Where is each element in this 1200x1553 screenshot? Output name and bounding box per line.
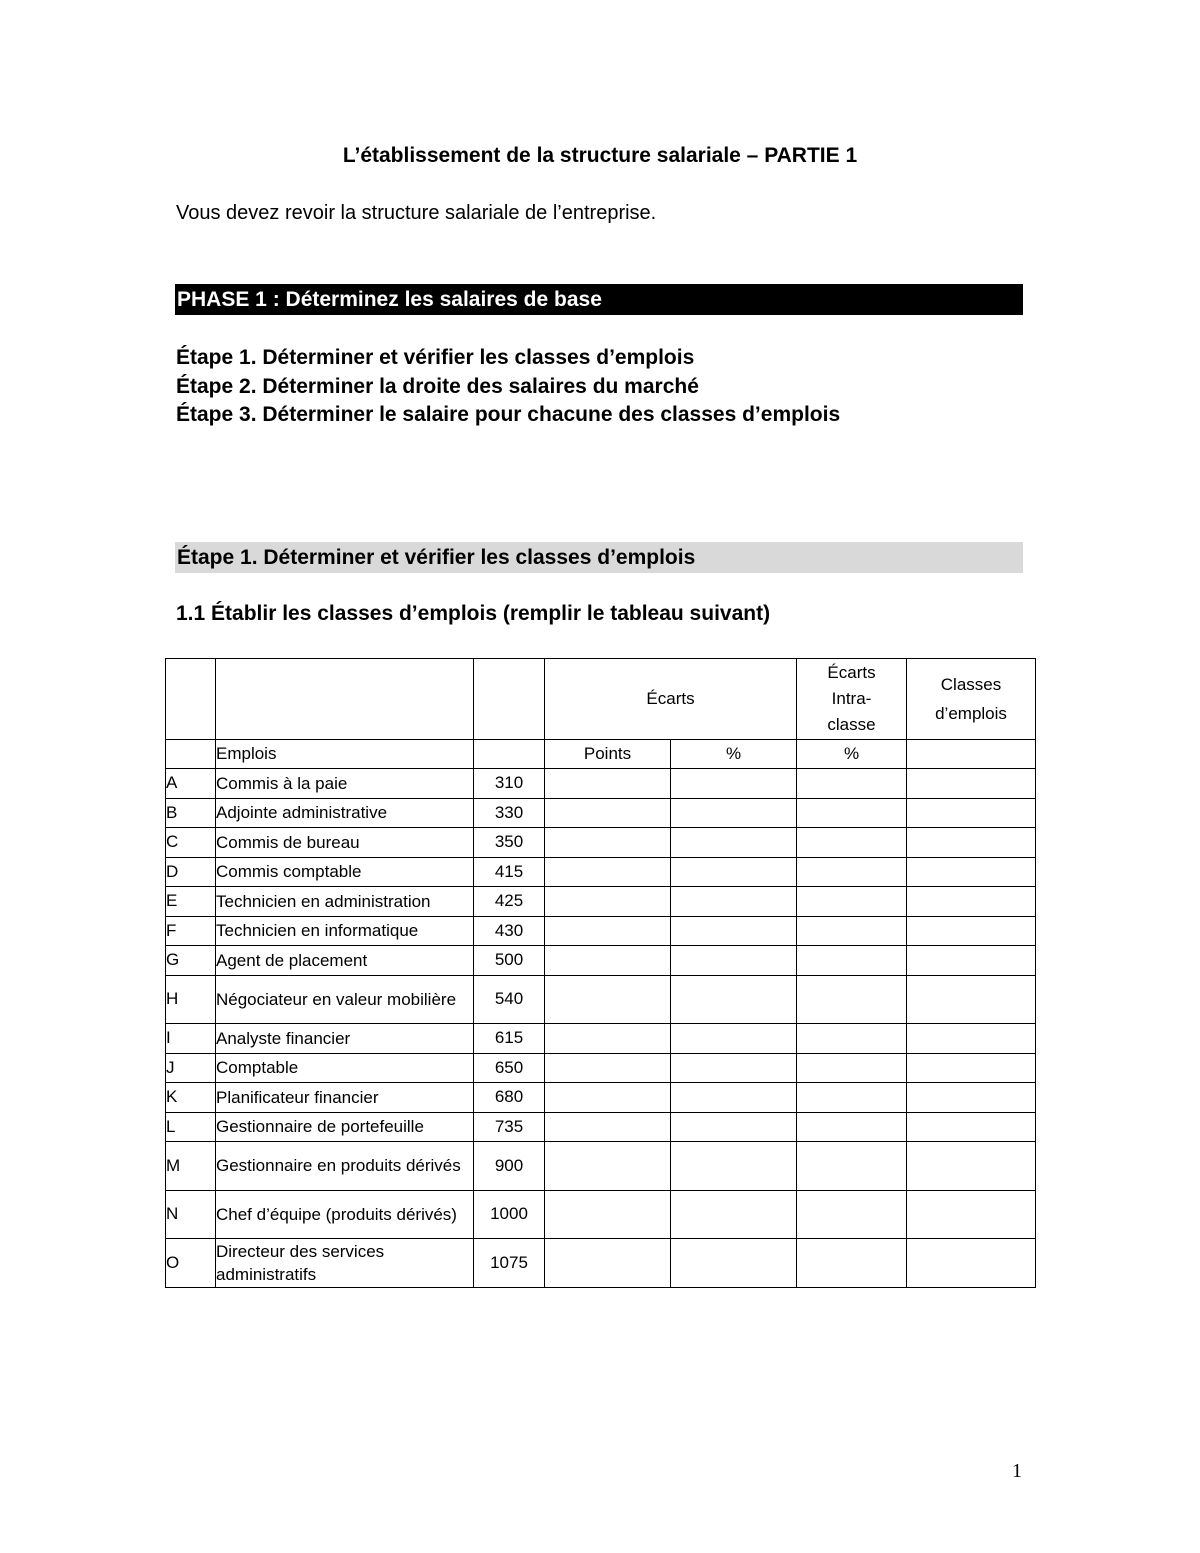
steps-list [176,344,840,430]
row-points: 540 [474,975,545,1024]
row-letter: D [166,857,216,887]
row-emploi: Technicien en informatique [216,916,474,946]
header-ecarts: Écarts [545,659,797,740]
header-percent-intra: % [797,740,907,769]
row-ecart-points [545,1024,671,1054]
row-points: 1075 [474,1239,545,1288]
header-percent: % [671,740,797,769]
row-points: 615 [474,1024,545,1054]
row-ecart-intra [797,798,907,828]
header-cell [216,659,474,740]
row-emploi: Directeur des services administratifs [216,1239,474,1288]
header-cell [474,659,545,740]
row-ecart-points [545,769,671,799]
header-line: d’emplois [935,704,1007,723]
row-classe [907,1239,1036,1288]
row-ecart-percent [671,857,797,887]
row-ecart-intra [797,857,907,887]
header-cell [166,740,216,769]
page-number: 1 [1012,1460,1022,1482]
table-row [166,1112,1036,1142]
table-row [166,1239,1036,1288]
row-points: 900 [474,1142,545,1191]
table-row [166,828,1036,858]
row-classe [907,887,1036,917]
row-classe [907,916,1036,946]
row-ecart-percent [671,916,797,946]
header-line: classe [827,715,876,734]
table-row [166,916,1036,946]
header-points: Points [545,740,671,769]
row-letter: A [166,769,216,799]
row-ecart-points [545,1053,671,1083]
row-ecart-points [545,857,671,887]
row-ecart-percent [671,828,797,858]
table-row [166,975,1036,1024]
step-item: Étape 3. Déterminer le salaire pour chacune des classes d’emplois [176,403,841,426]
table-header-row [166,659,1036,740]
row-points: 415 [474,857,545,887]
row-classe [907,1190,1036,1239]
row-ecart-points [545,946,671,976]
row-points: 330 [474,798,545,828]
row-ecart-percent [671,1239,797,1288]
row-points: 500 [474,946,545,976]
row-letter: G [166,946,216,976]
row-ecart-intra [797,1239,907,1288]
row-emploi: Chef d’équipe (produits dérivés) [216,1190,474,1239]
document-title: L’établissement de la structure salariale – PARTIE 1 [342,144,858,167]
header-emplois: Emplois [216,740,474,769]
header-cell [474,740,545,769]
row-points: 680 [474,1083,545,1113]
row-ecart-percent [671,769,797,799]
row-ecart-percent [671,1053,797,1083]
row-points: 650 [474,1053,545,1083]
row-classe [907,798,1036,828]
row-points: 310 [474,769,545,799]
row-points: 1000 [474,1190,545,1239]
row-ecart-percent [671,1112,797,1142]
header-cell [166,659,216,740]
row-ecart-points [545,828,671,858]
row-emploi: Agent de placement [216,946,474,976]
row-emploi: Planificateur financier [216,1083,474,1113]
phase-heading: PHASE 1 : Déterminez les salaires de base [175,284,1023,315]
table-row [166,1083,1036,1113]
row-ecart-points [545,916,671,946]
row-letter: O [166,1239,216,1288]
row-points: 425 [474,887,545,917]
table-row [166,887,1036,917]
row-ecart-intra [797,828,907,858]
row-letter: M [166,1142,216,1191]
row-ecart-intra [797,975,907,1024]
row-classe [907,975,1036,1024]
row-classe [907,769,1036,799]
table-row [166,1190,1036,1239]
row-points: 350 [474,828,545,858]
row-ecart-percent [671,798,797,828]
row-ecart-intra [797,1190,907,1239]
row-ecart-percent [671,946,797,976]
row-ecart-intra [797,916,907,946]
row-ecart-percent [671,887,797,917]
row-ecart-intra [797,946,907,976]
row-ecart-intra [797,1112,907,1142]
row-ecart-percent [671,1083,797,1113]
job-classes-table [165,658,1036,1288]
row-letter: K [166,1083,216,1113]
row-points: 735 [474,1112,545,1142]
row-emploi: Adjointe administrative [216,798,474,828]
header-line: Écarts [827,663,876,682]
section-heading: Étape 1. Déterminer et vérifier les classes d’emplois [175,542,1023,573]
row-classe [907,1053,1036,1083]
row-emploi: Commis à la paie [216,769,474,799]
row-letter: E [166,887,216,917]
row-emploi: Gestionnaire en produits dérivés [216,1142,474,1191]
row-emploi: Commis de bureau [216,828,474,858]
row-classe [907,946,1036,976]
row-ecart-intra [797,769,907,799]
row-ecart-points [545,1112,671,1142]
row-ecart-intra [797,1142,907,1191]
row-ecart-points [545,1190,671,1239]
row-ecart-points [545,887,671,917]
row-ecart-intra [797,887,907,917]
header-classes [907,659,1036,740]
row-classe [907,828,1036,858]
subsection-heading: 1.1 Établir les classes d’emplois (remplir le tableau suivant) [176,602,771,625]
row-ecart-percent [671,1142,797,1191]
row-classe [907,857,1036,887]
row-ecart-points [545,975,671,1024]
row-classe [907,1024,1036,1054]
table-row [166,1142,1036,1191]
row-letter: L [166,1112,216,1142]
row-letter: B [166,798,216,828]
header-line: Classes [940,675,1002,694]
row-letter: C [166,828,216,858]
row-ecart-points [545,1083,671,1113]
header-line: Intra- [831,689,872,708]
table-row [166,1024,1036,1054]
row-ecart-intra [797,1083,907,1113]
row-ecart-percent [671,975,797,1024]
row-ecart-points [545,1142,671,1191]
row-emploi: Gestionnaire de portefeuille [216,1112,474,1142]
row-ecart-intra [797,1053,907,1083]
row-ecart-intra [797,1024,907,1054]
header-cell [907,740,1036,769]
row-letter: I [166,1024,216,1054]
step-item: Étape 1. Déterminer et vérifier les classes d’emplois [176,346,695,369]
row-points: 430 [474,916,545,946]
table-row [166,1053,1036,1083]
row-classe [907,1083,1036,1113]
row-ecart-points [545,1239,671,1288]
row-classe [907,1112,1036,1142]
row-ecart-points [545,798,671,828]
table-row [166,798,1036,828]
row-ecart-percent [671,1024,797,1054]
row-letter: J [166,1053,216,1083]
row-emploi: Négociateur en valeur mobilière [216,975,474,1024]
table-row [166,857,1036,887]
header-ecarts-intra [797,659,907,740]
row-ecart-percent [671,1190,797,1239]
row-letter: H [166,975,216,1024]
row-classe [907,1142,1036,1191]
row-emploi: Commis comptable [216,857,474,887]
row-emploi: Analyste financier [216,1024,474,1054]
row-emploi: Comptable [216,1053,474,1083]
row-letter: F [166,916,216,946]
table-row [166,769,1036,799]
intro-text: Vous devez revoir la structure salariale de l’entreprise. [176,202,657,224]
step-item: Étape 2. Déterminer la droite des salaires du marché [176,374,699,398]
table-subheader-row [166,740,1036,769]
table-row [166,946,1036,976]
row-letter: N [166,1190,216,1239]
row-emploi: Technicien en administration [216,887,474,917]
